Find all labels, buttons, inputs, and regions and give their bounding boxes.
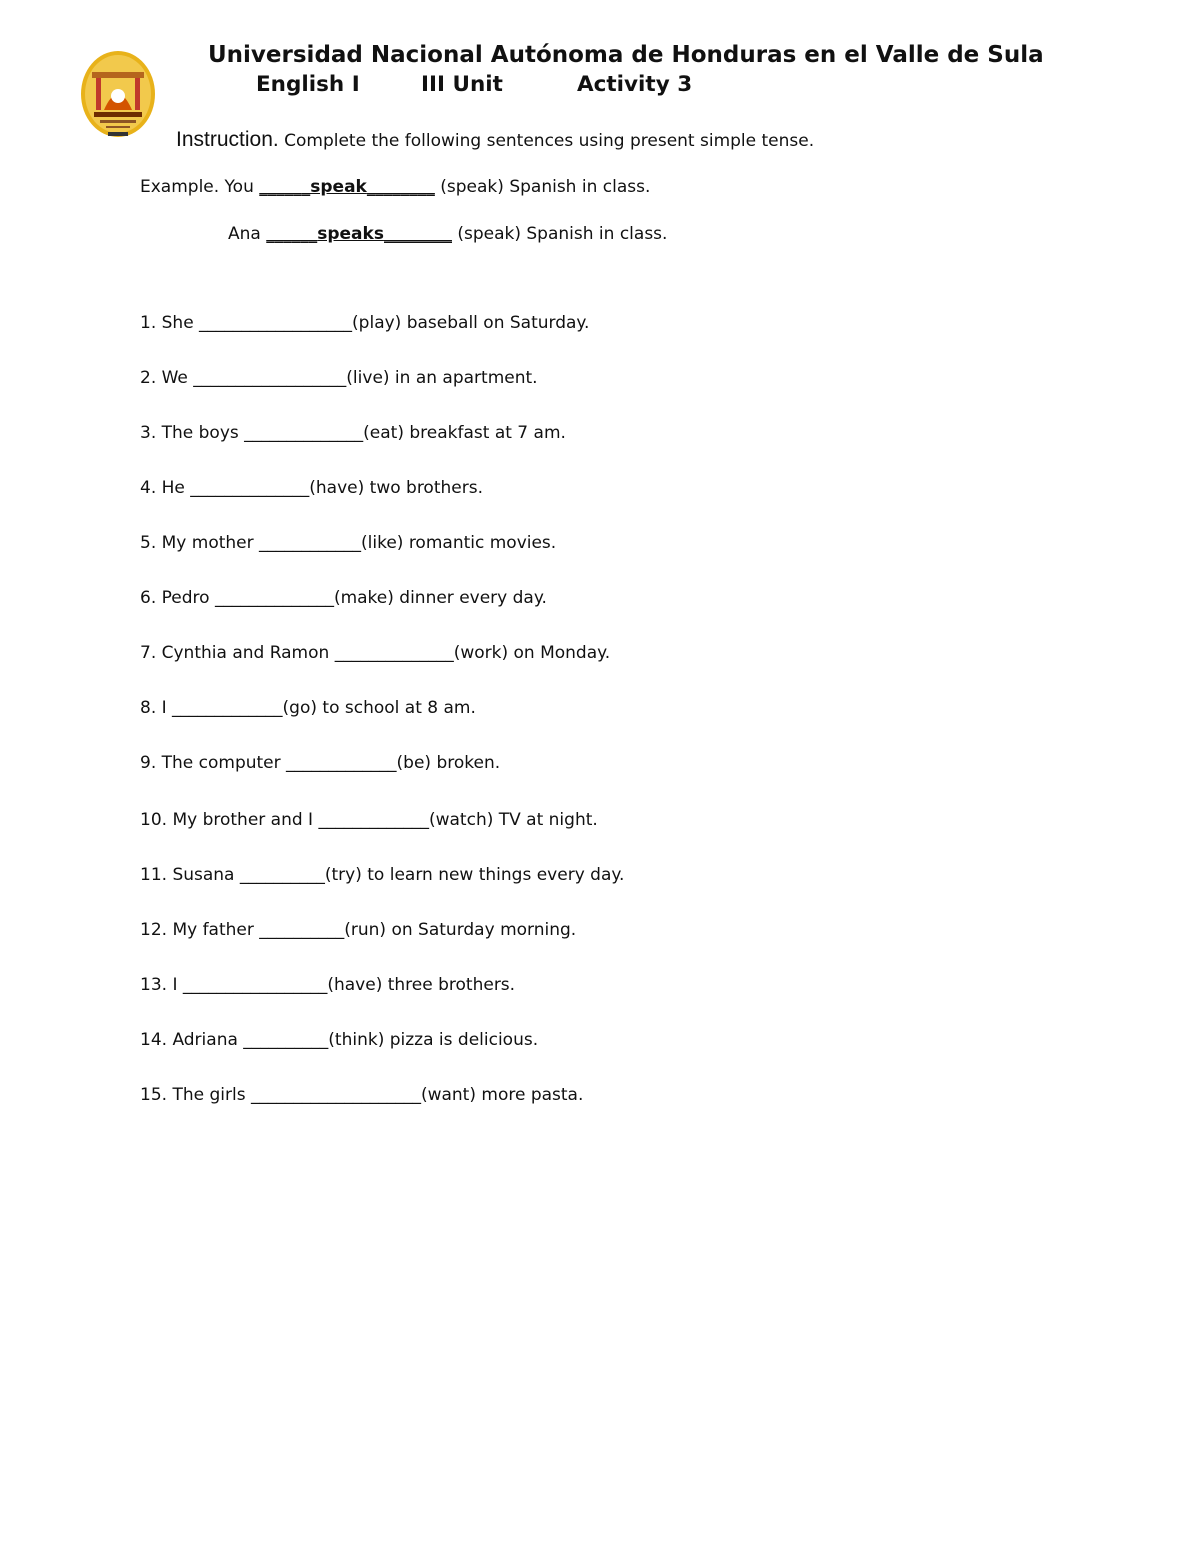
exercise-item: 10. My brother and I _____________(watch) TV at night. [140, 810, 598, 830]
exercise-item: 9. The computer _____________(be) broken. [140, 753, 501, 773]
exercise-item: 7. Cynthia and Ramon ______________(work) on Monday. [140, 643, 611, 663]
university-logo [80, 48, 156, 138]
exercise-item: 14. Adriana __________(think) pizza is delicious. [140, 1030, 539, 1050]
course-name: English I [256, 72, 360, 97]
exercise-item: 1. She __________________(play) baseball on Saturday. [140, 313, 590, 333]
example-answer: speaks [317, 224, 384, 244]
course-subtitle [256, 72, 692, 97]
university-title: Universidad Nacional Autónoma de Honduras en el Valle de Sula [208, 42, 1044, 68]
exercise-item: 6. Pedro ______________(make) dinner every day. [140, 588, 547, 608]
exercise-item: 13. I _________________(have) three brothers. [140, 975, 516, 995]
exercise-item: 11. Susana __________(try) to learn new things every day. [140, 865, 625, 885]
example-answer: _speak [301, 177, 367, 197]
exercise-item: 4. He ______________(have) two brothers. [140, 478, 483, 498]
exercise-item: 5. My mother ____________(like) romantic movies. [140, 533, 557, 553]
example-blank: ________ [366, 177, 435, 197]
exercise-item: 12. My father __________(run) on Saturday morning. [140, 920, 577, 940]
example-suffix: (speak) Spanish in class. [434, 177, 651, 197]
example-line [140, 177, 650, 197]
example-prefix: Ana [228, 224, 267, 244]
exercise-item: 8. I _____________(go) to school at 8 am. [140, 698, 476, 718]
exercise-item: 3. The boys ______________(eat) breakfast at 7 am. [140, 423, 566, 443]
unit-name: III Unit [421, 72, 503, 97]
example-blank: ________ [383, 224, 452, 244]
instruction-label: Instruction. [176, 128, 279, 151]
exercise-item: 15. The girls ____________________(want) more pasta. [140, 1085, 584, 1105]
example-blank: _____ [259, 177, 302, 197]
exercise-item: 2. We __________________(live) in an apartment. [140, 368, 538, 388]
example-blank: ______ [266, 224, 318, 244]
example-prefix: Example. You [140, 177, 260, 197]
activity-name: Activity 3 [577, 72, 693, 97]
instruction [176, 128, 814, 152]
instruction-text: Complete the following sentences using present simple tense. [278, 131, 815, 151]
example-line [228, 224, 667, 244]
example-suffix: (speak) Spanish in class. [451, 224, 668, 244]
